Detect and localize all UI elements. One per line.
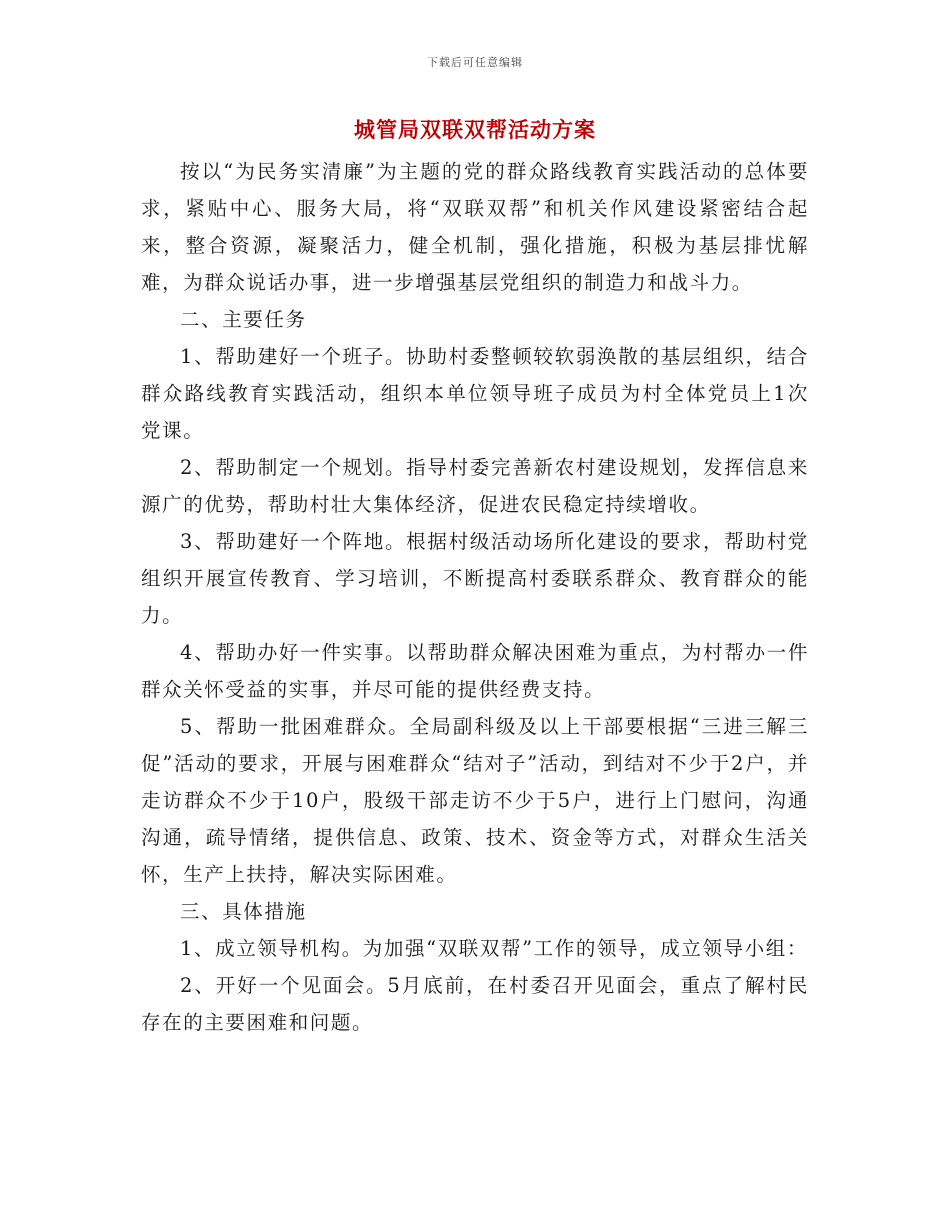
document-body <box>141 153 809 1041</box>
paragraph-task-2: 2、帮助制定一个规划。指导村委完善新农村建设规划，发挥信息来源广的优势，帮助村壮大集体经济，促进农民稳定持续增收。 <box>141 456 809 516</box>
paragraph-measure-1: 1、成立领导机构。为加强“双联双帮”工作的领导，成立领导小组： <box>180 937 808 960</box>
section-heading-main-tasks: 二、主要任务 <box>180 308 307 331</box>
header-note: 下载后可任意编辑 <box>427 56 523 69</box>
paragraph-intro: 按以“为民务实清廉”为主题的党的群众路线教育实践活动的总体要求，紧贴中心、服务大局，将“双联双帮”和机关作风建设紧密结合起来，整合资源，凝聚活力，健全机制，强化措施，积极为基层排忧解难，为群众说话办事，进一步增强基层党组织的制造力和战斗力。 <box>141 160 809 294</box>
document-title: 城管局双联双帮活动方案 <box>354 117 596 142</box>
paragraph-task-3: 3、帮助建好一个阵地。根据村级活动场所化建设的要求，帮助村党组织开展宣传教育、学习培训，不断提高村委联系群众、教育群众的能力。 <box>141 530 809 627</box>
paragraph-task-5: 5、帮助一批困难群众。全局副科级及以上干部要根据“三进三解三促”活动的要求，开展与困难群众“结对子”活动，到结对不少于2户，并走访群众不少于10户，股级干部走访不少于5户，进行上门慰问，沟通沟通，疏导情绪，提供信息、政策、技术、资金等方式，对群众生活关怀，生产上扶持，解决实际困难。 <box>141 715 809 886</box>
paragraph-measure-2: 2、开好一个见面会。5月底前，在村委召开见面会，重点了解村民存在的主要困难和问题。 <box>141 974 809 1034</box>
section-heading-measures: 三、具体措施 <box>180 900 307 923</box>
paragraph-task-4: 4、帮助办好一件实事。以帮助群众解决困难为重点，为村帮办一件群众关怀受益的实事，并尽可能的提供经费支持。 <box>141 641 809 701</box>
paragraph-task-1: 1、帮助建好一个班子。协助村委整顿较软弱涣散的基层组织，结合群众路线教育实践活动，组织本单位领导班子成员为村全体党员上1次党课。 <box>141 345 809 442</box>
